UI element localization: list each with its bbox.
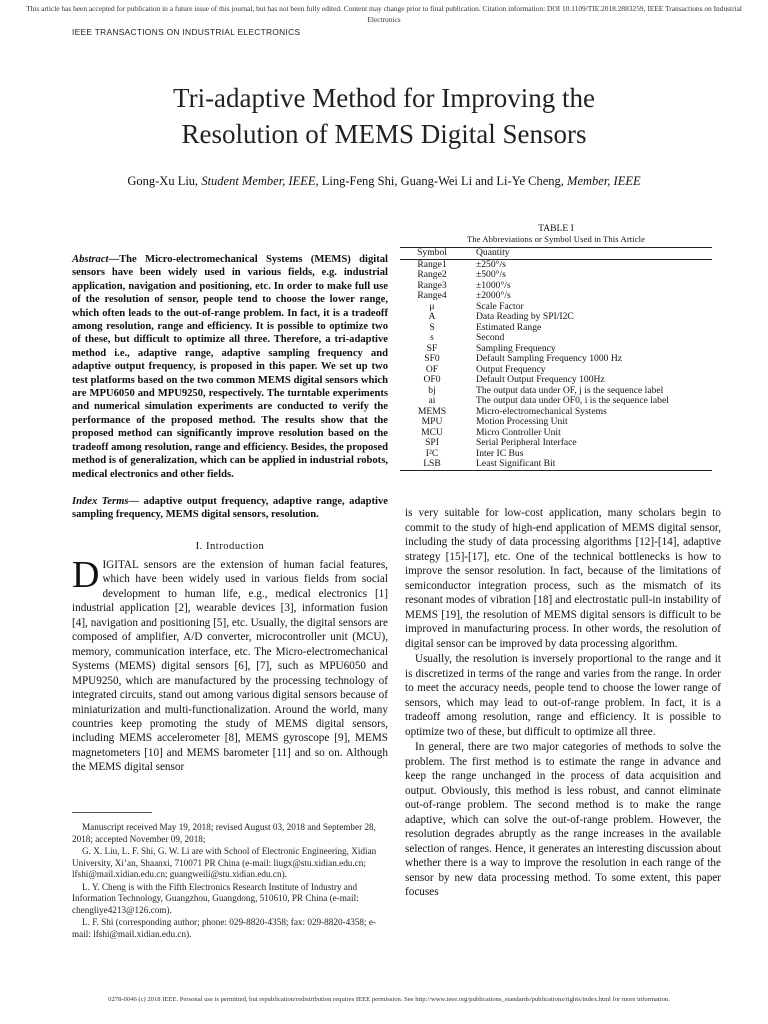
table-cell-symbol: S (429, 321, 435, 333)
table-cell-quantity: Second (476, 332, 505, 343)
table-row (400, 323, 712, 334)
table-cell-quantity: Default Sampling Frequency 1000 Hz (476, 353, 623, 364)
author-membership-2: Member, IEEE (567, 174, 641, 188)
table-cell-symbol: Range2 (417, 269, 447, 280)
table-cell-quantity: Data Reading by SPI/I2C (476, 311, 574, 322)
copyright-notice: 0278-0046 (c) 2018 IEEE. Personal use is permitted, but republication/redistribution requires IEEE permission. See http://www.ieee.org/publications_standards/publications/rights/index.html for more information. (108, 996, 670, 1003)
table-cell-symbol: MEMS (417, 405, 447, 417)
introduction-paragraph-continued: is very suitable for low-cost application, many scholars begin to commit to the study of high-end application of MEMS digital sensor, including the study of data processing algorithms [12]-[14], adaptive strategy [15]-[17], etc. One of the technical bottlenecks is how to improve the sensor resolution. In fact, because of the limitations of semiconductor integration process, such as the mismatch of its resonant modes of vibration [18] and electrostatic pull-in instability of MEMS [19], the resolution of MEMS digital sensors is difficult to be improved in manufacturing process. In other words, the resolution of digital sensor can be improved by data processing algorithm. (405, 507, 721, 650)
table-row (400, 270, 712, 281)
table-cell-quantity: Serial Peripheral Interface (476, 437, 577, 448)
abstract (72, 253, 388, 481)
table-row (400, 291, 712, 302)
footnote-corresponding: L. F. Shi (corresponding author; phone: 029-8820-4358; fax: 029-8820-4358; e-mail: lfshi@mail.xidian.edu.cn). (72, 917, 376, 939)
table-cell-quantity: Micro-electromechanical Systems (476, 405, 607, 417)
table-cell-symbol: MPU (421, 416, 443, 427)
table-cell-symbol: bj (428, 384, 436, 396)
footnote-rule (72, 812, 152, 813)
table-cell-quantity: Scale Factor (476, 300, 524, 312)
table-cell-quantity: Default Output Frequency 100Hz (476, 374, 605, 385)
table-cell-symbol: MCU (421, 426, 443, 438)
footnote-affiliation-2: L. Y. Cheng is with the Fifth Electronics Research Institute of Industry and Information Technology, Guangzhou, Guangdong, 510610, PR China (e-mail: chengliye4213@126.com). (72, 881, 359, 915)
footnotes (72, 822, 388, 940)
introduction-paragraph-3: In general, there are two major categories of methods to solve the problem. The first method is to estimate the range in advance and keep the range unchanged in the process of data acquisition and output. Obviously, this method is less robust, and cannot eliminate out-of-range problem. The second method is to make the range adaptive, which can solve the out-of-range problem. However, the resolution degrades abruptly as the range increases in the available selection of ranges. Hence, it generates an interesting discussion about whether there is a way to improve the resolution in each range of the sensor by new data processing method. To some extent, this paper focuses (405, 741, 721, 898)
author-list (110, 173, 658, 190)
table-cell-symbol: Range4 (417, 290, 447, 301)
table-cell-symbol: SPI (425, 437, 439, 448)
index-terms (72, 495, 388, 522)
table-row (400, 333, 712, 344)
abbreviations-table (400, 247, 712, 471)
table-cell-symbol: Range3 (417, 279, 447, 291)
table-cell-quantity: Inter IC Bus (476, 447, 524, 459)
table-header-symbol: Symbol (400, 248, 464, 260)
table-cell-quantity: ±2000°/s (476, 290, 511, 301)
table-row (400, 312, 712, 323)
table-row (400, 375, 712, 386)
introduction-left-column (72, 554, 388, 775)
table-cell-symbol: SF (426, 342, 438, 354)
title-line-2: Resolution of MEMS Digital Sensors (181, 119, 587, 149)
table-cell-quantity: The output data under OF, j is the sequence label (476, 384, 664, 396)
table-cell-quantity: Least Significant Bit (464, 459, 712, 470)
table-cell-symbol: A (428, 311, 436, 322)
table-body (400, 259, 712, 470)
table-cell-symbol: OF0 (423, 374, 441, 385)
publication-notice: This article has been accepted for publication in a future issue of this journal, but has not been fully edited. Content may change prior to final publication. Citation information: DOI 10.1109/TIE.2018.2883259, IEEE Transactions on Industrial Electronics (26, 4, 742, 24)
table-row (400, 417, 712, 428)
table-cell-symbol: I²C (425, 447, 439, 459)
table-cell-quantity: Motion Processing Unit (476, 416, 568, 427)
table-cell-symbol: ai (428, 395, 436, 406)
table-header-quantity: Quantity (464, 248, 712, 260)
drop-cap: D (72, 554, 100, 596)
table-number: TABLE I (538, 223, 574, 234)
table-title: The Abbreviations or Symbol Used in This Article (466, 234, 646, 244)
table-cell-symbol: Range1 (417, 258, 447, 270)
table-cell-symbol: μ (429, 300, 435, 312)
author-names-1: Gong-Xu Liu, (127, 174, 202, 188)
section-heading-introduction: I. Introduction (195, 541, 265, 552)
table-cell-quantity: Output Frequency (476, 363, 546, 375)
index-terms-label: Index Terms— (72, 496, 140, 507)
introduction-paragraph-1: IGITAL sensors are the extension of human facial features, which have been widely used in various fields from social development to human life, e.g., medical electronics [1] industrial application [2], wearable devices [3], information fusion [4], navigation and positioning [5], etc. Usually, the digital sensors are composed of amplifier, A/D converter, microcontroller unit (MCU), memory, communication interface, etc. The Micro-electromechanical Systems (MEMS) digital sensors [6], [7], such as MPU6050 and MPU9250, which are manufactured by the processing technology of integrated circuits, stand out among various digital sensors because of miniaturization and multi-functionalization. Around the world, many countries keep promoting the study of MEMS digital sensors, including MEMS accelerometer [8], MEMS gyroscope [9], MEMS magnetometers [10] and MEMS barometer [11] and so on. Although the MEMS digital sensor (72, 559, 388, 774)
table-cell-quantity: Estimated Range (476, 321, 542, 333)
table-cell-symbol: LSB (400, 459, 464, 470)
abstract-label: Abstract (72, 254, 109, 265)
table-cell-quantity: ±500°/s (476, 269, 506, 280)
table-row (400, 449, 712, 460)
author-names-2: , Ling-Feng Shi, Guang-Wei Li and Li-Ye Cheng, (315, 174, 568, 188)
table-row (400, 354, 712, 365)
paper-title (60, 80, 708, 152)
table-cell-quantity: The output data under OF0, i is the sequence label (476, 395, 669, 406)
table-row (400, 438, 712, 449)
author-membership-1: Student Member, IEEE (201, 174, 316, 188)
table-cell-quantity: ±1000°/s (476, 279, 511, 291)
footnote-affiliation-1: G. X. Liu, L. F. Shi, G. W. Li are with School of Electronic Engineering, Xidian University, Xi’an, Shaanxi, 710071 PR China (e-mail: liugx@stu.xidian.edu.cn; lfshi@mail.xidian.edu.cn; guangweili@stu.xidian.edu.cn). (72, 846, 377, 879)
table-caption (400, 223, 712, 245)
table-cell-quantity: ±250°/s (476, 258, 506, 270)
introduction-paragraph-2: Usually, the resolution is inversely proportional to the range and it is discretized in terms of the range and varies from the range. In order to meet the accuracy needs, people tend to choose the lower range of sensors, which may lead to out-of-range problem. In fact, it is a tradeoff among resolution, range and efficiency. It is possible to optimize two of these, but difficult to optimize all three. (405, 653, 721, 738)
table-cell-quantity: Sampling Frequency (476, 342, 556, 354)
journal-name: IEEE TRANSACTIONS ON INDUSTRIAL ELECTRONICS (72, 27, 301, 37)
footnote-manuscript: Manuscript received May 19, 2018; revised August 03, 2018 and September 28, 2018; accepted November 09, 2018; (72, 822, 376, 844)
table-cell-symbol: s (430, 332, 434, 343)
title-line-1: Tri-adaptive Method for Improving the (173, 83, 595, 113)
abstract-text: The Micro-electromechanical Systems (MEMS) digital sensors have been widely used in various fields, e.g. industrial application, navigation and positioning, etc. In order to make full use of the resolution of sensor, people tend to choose the lower range, which often leads to the out-of-range problem. In fact, it is a tradeoff among resolution, range and efficiency. It is possible to optimize two of these, but difficult to optimize all three. Therefore, a tri-adaptive method i.e., adaptive range, adaptive sampling frequency and adaptive output frequency, is proposed in this paper. We set up two test platforms based on the two common MEMS digital sensors which are MPU6050 and MPU9250, respectively. The turntable experiments and numerical simulation experiments are conducted to verify the performance of the proposed method. The results show that the proposed method can significantly improve resolution based on the tradeoff among resolution, range and efficiency. Besides, the proposed method is of generalization, which can be applied in industrial robots, medical electronics and other fields. (72, 254, 388, 480)
table-cell-quantity: Micro Controller Unit (476, 426, 561, 438)
introduction-right-column (405, 506, 721, 900)
table-cell-symbol: OF (425, 363, 439, 375)
table-row (400, 459, 712, 470)
index-terms-text: adaptive output frequency, adaptive range, adaptive sampling frequency, MEMS digital sensors, resolution. (72, 496, 388, 521)
abstract-dash: — (108, 254, 120, 265)
table-cell-symbol: SF0 (424, 353, 440, 364)
table-row (400, 396, 712, 407)
table-header-row (400, 248, 712, 260)
